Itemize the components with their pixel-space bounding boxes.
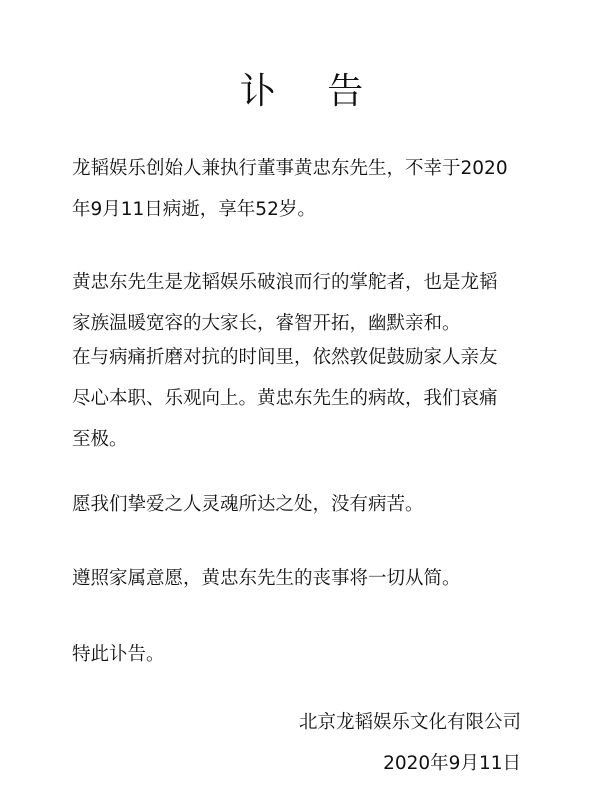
text-line: 家族温暖宽容的大家长，睿智开拓，幽默亲和。 — [72, 313, 461, 334]
text-line: 黄忠东先生是龙韬娱乐破浪而行的掌舵者，也是龙韬 — [72, 272, 498, 293]
text-line: 尽心本职、乐观向上。黄忠东先生的病故，我们哀痛 — [72, 388, 498, 409]
text-line: 年9月11日病逝，享年52岁。 — [72, 199, 316, 220]
paragraph-funeral — [72, 558, 542, 599]
text-line: 至极。 — [72, 429, 128, 450]
paragraph-illness — [72, 337, 542, 460]
signature-organization: 北京龙韬娱乐文化有限公司 — [298, 712, 521, 733]
text-line: 特此讣告。 — [72, 644, 165, 665]
paragraph-tribute — [72, 262, 542, 344]
text-line: 龙韬娱乐创始人兼执行董事黄忠东先生，不幸于2020 — [72, 158, 508, 179]
notice-title: 讣 告 — [239, 71, 384, 112]
text-line: 遵照家属意愿，黄忠东先生的丧事将一切从简。 — [72, 568, 461, 589]
paragraph-closing — [72, 634, 542, 675]
text-line: 在与病痛折磨对抗的时间里，依然敦促鼓励家人亲友 — [72, 347, 498, 368]
paragraph-wish — [72, 484, 542, 525]
paragraph-announcement — [72, 148, 542, 230]
signature-date: 2020年9月11日 — [383, 753, 521, 774]
text-line: 愿我们挚爱之人灵魂所达之处，没有病苦。 — [72, 494, 424, 515]
